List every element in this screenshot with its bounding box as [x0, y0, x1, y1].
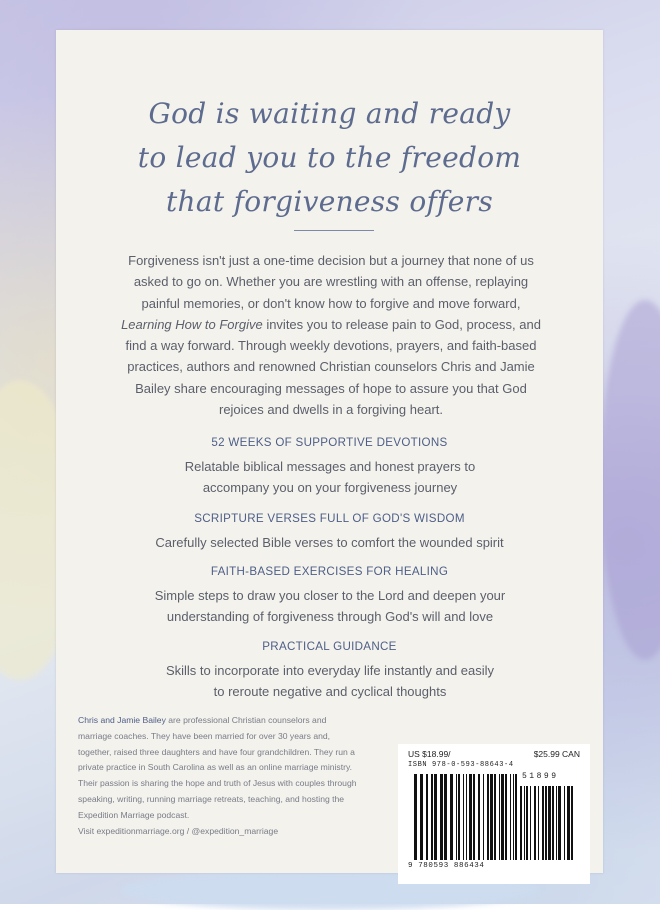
barcode-bar	[526, 786, 528, 860]
feature-block	[86, 434, 573, 499]
barcode-bar	[440, 774, 443, 860]
feature-title: PRACTICAL GUIDANCE	[262, 640, 397, 653]
barcode-bar	[431, 774, 433, 860]
barcode-bar	[450, 774, 453, 860]
barcode-bar	[469, 774, 472, 860]
barcode-bar	[530, 786, 531, 860]
author-names: Chris and Jamie Bailey	[78, 715, 166, 725]
barcode-bar	[567, 786, 570, 860]
addon-barcode	[520, 786, 576, 860]
barcode-bar	[466, 774, 467, 860]
feature-title: 52 WEEKS OF SUPPORTIVE DEVOTIONS	[211, 436, 448, 449]
description-text: Forgiveness isn't just a one-time decision but a journey that none of us asked to go on. Whether you are wrestling with an offense, replaying painful memories, or don't know how to forgive and move forward,	[128, 253, 534, 311]
feature-block	[86, 638, 573, 703]
barcode-bar	[513, 774, 514, 860]
author-links: Visit expeditionmarriage.org / @expedition_marriage	[78, 825, 279, 836]
barcode-bar	[534, 786, 536, 860]
feature-description: Carefully selected Bible verses to comfort the wounded spirit	[155, 535, 504, 550]
barcode-bar	[478, 774, 480, 860]
barcode-bar	[414, 774, 417, 860]
description-text: invites you to release pain to God, process, and find a way forward. Through weekly devotions, prayers, and faith-based practices, authors and renowned Christian counselors Chris and Jamie Bailey share encouraging messages of hope to assure you that God rejoices and dwells in a forgiving heart.	[125, 316, 541, 418]
barcode-bar	[520, 786, 522, 860]
barcode-bar	[571, 786, 573, 860]
text-panel	[56, 30, 603, 873]
barcode-bar	[524, 786, 525, 860]
barcode-bar	[420, 774, 423, 860]
barcode-bar	[564, 786, 565, 860]
ean-number: 9 780593 886434	[408, 862, 485, 870]
barcode-bar	[490, 774, 493, 860]
barcode-bar	[426, 774, 428, 860]
barcode-bar	[494, 774, 496, 860]
feature-title: FAITH-BASED EXERCISES FOR HEALING	[210, 565, 449, 578]
barcode	[408, 772, 580, 877]
headline-line: God is waiting and ready	[148, 97, 511, 130]
barcode-box	[398, 744, 590, 884]
price-can: $25.99 CAN	[533, 749, 580, 759]
book-title: Learning How to Forgive	[121, 316, 263, 332]
barcode-bar	[556, 786, 557, 860]
barcode-bar	[510, 774, 511, 860]
feature-description: Skills to incorporate into everyday life instantly and easily to reroute negative and cyclical thoughts	[165, 663, 495, 700]
headline	[56, 92, 603, 224]
feature-block	[86, 510, 573, 553]
author-bio	[78, 713, 358, 839]
barcode-bar	[483, 774, 484, 860]
isbn: ISBN 978-0-593-88643-4	[408, 761, 514, 769]
price-us: US $18.99/	[408, 749, 451, 759]
barcode-bar	[548, 786, 551, 860]
barcode-bar	[463, 774, 464, 860]
barcode-bar	[538, 786, 539, 860]
barcode-bar	[444, 774, 447, 860]
divider	[294, 230, 374, 231]
ean-barcode	[414, 774, 518, 860]
price	[408, 748, 580, 760]
barcode-bar	[487, 774, 489, 860]
feature-description: Relatable biblical messages and honest prayers to accompany you on your forgiveness journey	[184, 459, 476, 496]
feature-description: Simple steps to draw you closer to the Lord and deepen your understanding of forgiveness through God's will and love	[154, 588, 506, 625]
feature-block	[86, 563, 573, 628]
barcode-bar	[456, 774, 457, 860]
barcode-bar	[515, 774, 517, 860]
barcode-bar	[552, 786, 554, 860]
barcode-bar	[542, 786, 544, 860]
addon-number: 51899	[522, 772, 559, 781]
headline-line: that forgiveness offers	[165, 185, 494, 218]
description	[116, 250, 546, 420]
feature-title: SCRIPTURE VERSES FULL OF GOD'S WISDOM	[194, 512, 465, 525]
watercolor-streak	[600, 300, 660, 660]
barcode-bar	[499, 774, 500, 860]
barcode-bar	[558, 786, 561, 860]
barcode-bar	[501, 774, 504, 860]
barcode-bar	[458, 774, 460, 860]
barcode-bar	[545, 786, 547, 860]
barcode-bar	[473, 774, 475, 860]
headline-line: to lead you to the freedom	[137, 141, 522, 174]
barcode-bar	[505, 774, 507, 860]
barcode-bar	[434, 774, 437, 860]
author-bio-text: are professional Christian counselors and marriage coaches. They have been married for over 30 years and, together, raised three daughters and have four grandchildren. They run a private practice in South Carolina as well as an online marriage ministry. Their passion is sharing the hope and truth of Jesus with couples through speaking, writing, running marriage retreats, teaching, and hosting the Expedition Marriage podcast.	[78, 715, 357, 820]
